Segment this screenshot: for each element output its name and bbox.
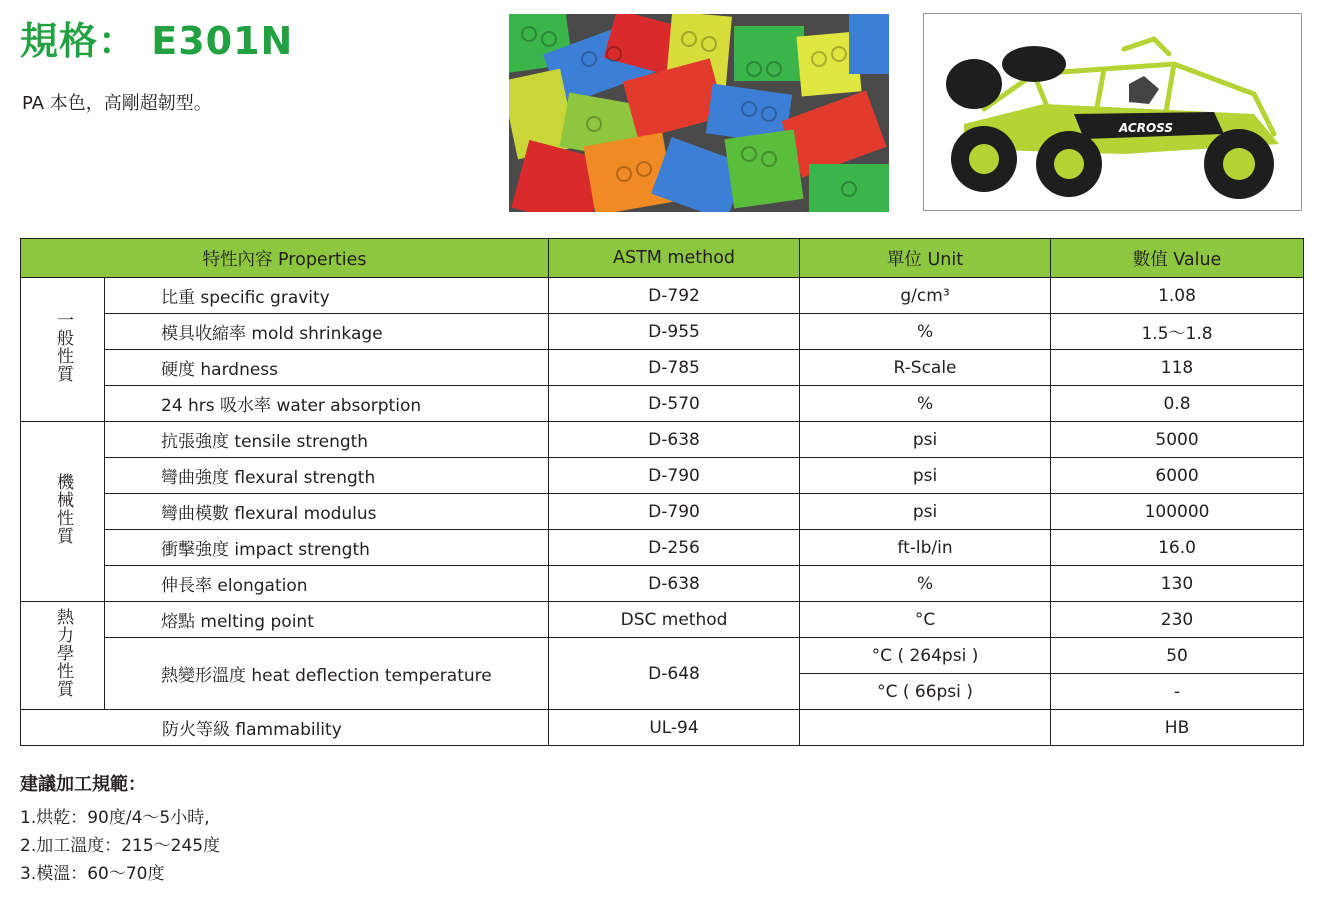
table-row	[21, 422, 1304, 458]
property-cell: 比重 specific gravity	[105, 278, 549, 314]
header-value: 數值 Value	[1051, 239, 1304, 278]
rc-car-image	[923, 13, 1302, 211]
page-title: 規格： E301N	[20, 19, 294, 63]
property-cell: 硬度 hardness	[105, 350, 549, 386]
unit-cell: R-Scale	[800, 350, 1051, 386]
header-unit: 單位 Unit	[800, 239, 1051, 278]
method-cell: D-570	[549, 386, 800, 422]
processing-item: 2.加工溫度：215～245度	[20, 836, 221, 856]
property-cell: 伸長率 elongation	[105, 566, 549, 602]
value-cell: 50	[1051, 638, 1304, 674]
processing-title: 建議加工規範：	[20, 774, 146, 795]
method-cell: D-955	[549, 314, 800, 350]
property-cell: 彎曲模數 flexural modulus	[105, 494, 549, 530]
table-row	[21, 458, 1304, 494]
method-cell: D-256	[549, 530, 800, 566]
method-cell: D-785	[549, 350, 800, 386]
category-thermal: 熱力學性質	[21, 602, 105, 710]
category-general: 一般性質	[21, 278, 105, 422]
method-cell: D-638	[549, 422, 800, 458]
unit-cell: psi	[800, 458, 1051, 494]
unit-cell: °C ( 66psi )	[800, 674, 1051, 710]
value-cell: 6000	[1051, 458, 1304, 494]
property-cell: 衝擊強度 impact strength	[105, 530, 549, 566]
value-cell: HB	[1051, 710, 1304, 746]
table-row	[21, 278, 1304, 314]
unit-cell: °C ( 264psi )	[800, 638, 1051, 674]
value-cell: 16.0	[1051, 530, 1304, 566]
unit-cell: ft-lb/in	[800, 530, 1051, 566]
property-cell: 防火等級 flammability	[21, 710, 549, 746]
property-cell: 彎曲強度 flexural strength	[105, 458, 549, 494]
category-mechanical: 機械性質	[21, 422, 105, 602]
header-properties: 特性內容 Properties	[21, 239, 549, 278]
processing-notes	[20, 770, 220, 890]
value-cell: 1.5～1.8	[1051, 314, 1304, 350]
method-cell: UL-94	[549, 710, 800, 746]
unit-cell: %	[800, 314, 1051, 350]
table-row	[21, 638, 1304, 674]
method-cell: D-792	[549, 278, 800, 314]
processing-item: 3.模溫：60～70度	[20, 864, 165, 884]
value-cell: -	[1051, 674, 1304, 710]
value-cell: 118	[1051, 350, 1304, 386]
method-cell: D-790	[549, 494, 800, 530]
table-row	[21, 386, 1304, 422]
property-cell: 模具收縮率 mold shrinkage	[105, 314, 549, 350]
method-cell: D-648	[549, 638, 800, 710]
table-row	[21, 602, 1304, 638]
value-cell: 130	[1051, 566, 1304, 602]
value-cell: 0.8	[1051, 386, 1304, 422]
unit-cell: %	[800, 566, 1051, 602]
property-cell: 熱變形溫度 heat deflection temperature	[105, 638, 549, 710]
value-cell: 100000	[1051, 494, 1304, 530]
unit-cell: °C	[800, 602, 1051, 638]
unit-cell: psi	[800, 422, 1051, 458]
table-row	[21, 566, 1304, 602]
table-header-row	[21, 239, 1304, 278]
method-cell: D-638	[549, 566, 800, 602]
table-row	[21, 530, 1304, 566]
unit-cell: g/cm³	[800, 278, 1051, 314]
processing-item: 1.烘乾：90度/4～5小時,	[20, 808, 210, 828]
header-method: ASTM method	[549, 239, 800, 278]
table-row	[21, 314, 1304, 350]
method-cell: DSC method	[549, 602, 800, 638]
value-cell: 1.08	[1051, 278, 1304, 314]
table-row	[21, 710, 1304, 746]
property-cell: 熔點 melting point	[105, 602, 549, 638]
building-blocks-image	[509, 14, 889, 212]
unit-cell: %	[800, 386, 1051, 422]
product-description: PA 本色，高剛超韌型。	[22, 93, 212, 114]
car-decal-text: ACROSS	[1119, 121, 1174, 135]
value-cell: 230	[1051, 602, 1304, 638]
value-cell: 5000	[1051, 422, 1304, 458]
property-cell: 24 hrs 吸水率 water absorption	[105, 386, 549, 422]
unit-cell: psi	[800, 494, 1051, 530]
property-cell: 抗張強度 tensile strength	[105, 422, 549, 458]
spec-table	[20, 238, 1304, 746]
unit-cell	[800, 710, 1051, 746]
table-row	[21, 350, 1304, 386]
method-cell: D-790	[549, 458, 800, 494]
table-row	[21, 494, 1304, 530]
